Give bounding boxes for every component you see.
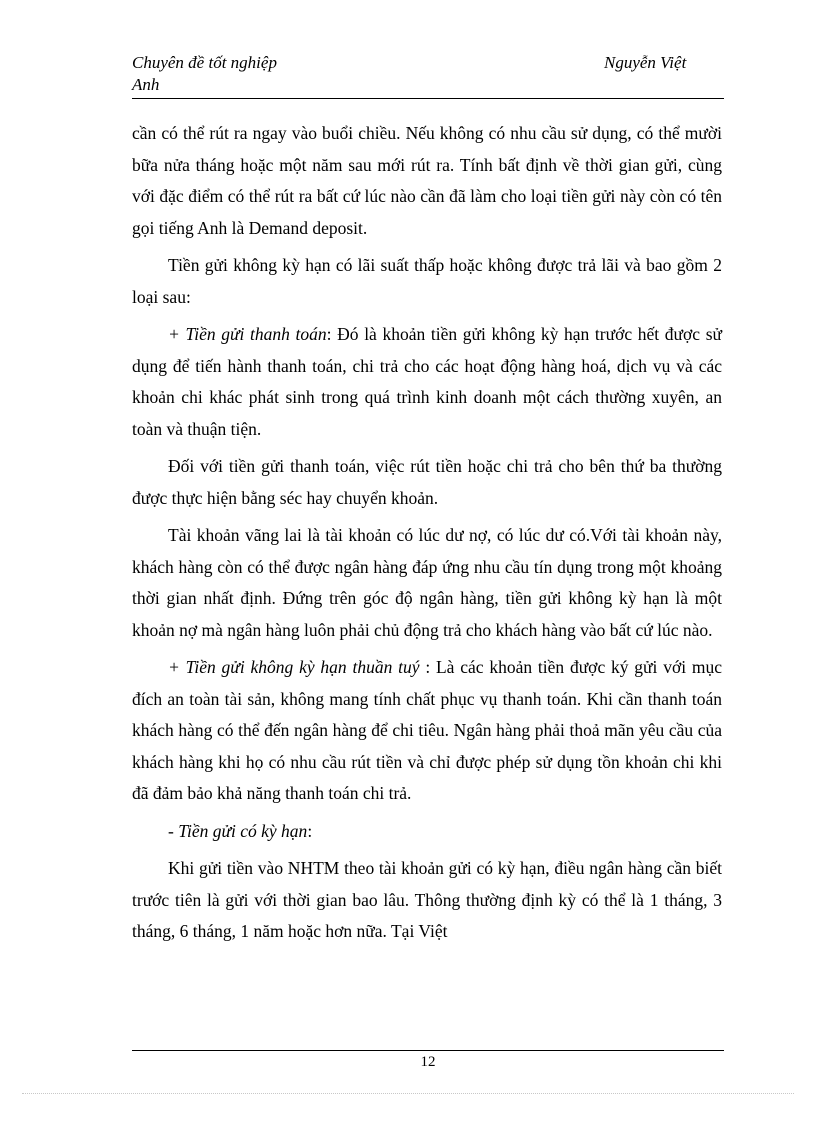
subsection-label: + Tiền gửi thanh toán [168,324,327,344]
page-number: 12 [420,1054,436,1070]
paragraph-text: : Là các khoản tiền được ký gửi với mục đích an toàn tài sản, không mang tính chất phục vụ thanh toán. Khi cần thanh toán khách hàng có thể đến ngân hàng để chi tiêu. Ngân hàng phải thoả mãn yêu cầu của khách hàng khi họ có nhu cầu rút tiền và chỉ được phép sử dụng tồn khoản chi khi đã đảm bảo khả năng thanh toán chi trả. [132,657,722,803]
paragraph: Tài khoản vãng lai là tài khoản có lúc dư nợ, có lúc dư có.Với tài khoản này, khách hàng còn có thể được ngân hàng đáp ứng nhu cầu tín dụng trong một khoảng thời gian nhất định. Đứng trên góc độ ngân hàng, tiền gửi không kỳ hạn là một khoản nợ mà ngân hàng luôn phải chủ động trả cho khách hàng vào bất cứ lúc nào. [132,525,722,640]
subsection-label: + Tiền gửi không kỳ hạn thuần tuý [168,657,420,677]
page-header [132,52,724,99]
document-title [132,52,332,96]
paragraph [132,319,722,445]
author-name: Nguyễn Việt [604,53,687,72]
page-edge [22,1093,794,1094]
footer-divider [132,1050,724,1051]
paragraph: Đối với tiền gửi thanh toán, việc rút tiền hoặc chi trả cho bên thứ ba thường được thực hiện bằng séc hay chuyển khoản. [132,456,722,508]
paragraph-text: : Đó là khoản tiền gửi không kỳ hạn trước hết được sử dụng để tiến hành thanh toán, chi trả cho các hoạt động hàng hoá, dịch vụ và các khoản chi khác phát sinh trong quá trình kinh doanh một cách thường xuyên, an toàn và thuận tiện. [132,324,722,439]
author-name-continuation: Anh [132,75,160,94]
page-body [132,118,722,954]
paragraph [132,816,722,848]
document-title-line: Chuyên đề tốt nghiệp [132,53,277,72]
paragraph-text: : [307,820,313,841]
paragraph: cần có thể rút ra ngay vào buổi chiều. Nếu không có nhu cầu sử dụng, có thể mười bữa nửa tháng hoặc một năm sau mới rút ra. Tính bất định về thời gian gửi, cùng với đặc điểm có thể rút ra bất cứ lúc nào cần đã làm cho loại tiền gửi này còn có tên gọi tiếng Anh là Demand deposit. [132,123,722,238]
paragraph [132,652,722,810]
paragraph: Tiền gửi không kỳ hạn có lãi suất thấp hoặc không được trả lãi và bao gồm 2 loại sau: [132,255,722,307]
paragraph: Khi gửi tiền vào NHTM theo tài khoản gửi có kỳ hạn, điều ngân hàng cần biết trước tiên là gửi với thời gian bao lâu. Thông thường định kỳ có thể là 1 tháng, 3 tháng, 6 tháng, 1 năm hoặc hơn nữa. Tại Việt [132,858,722,941]
section-label: - Tiền gửi có kỳ hạn [168,820,308,841]
